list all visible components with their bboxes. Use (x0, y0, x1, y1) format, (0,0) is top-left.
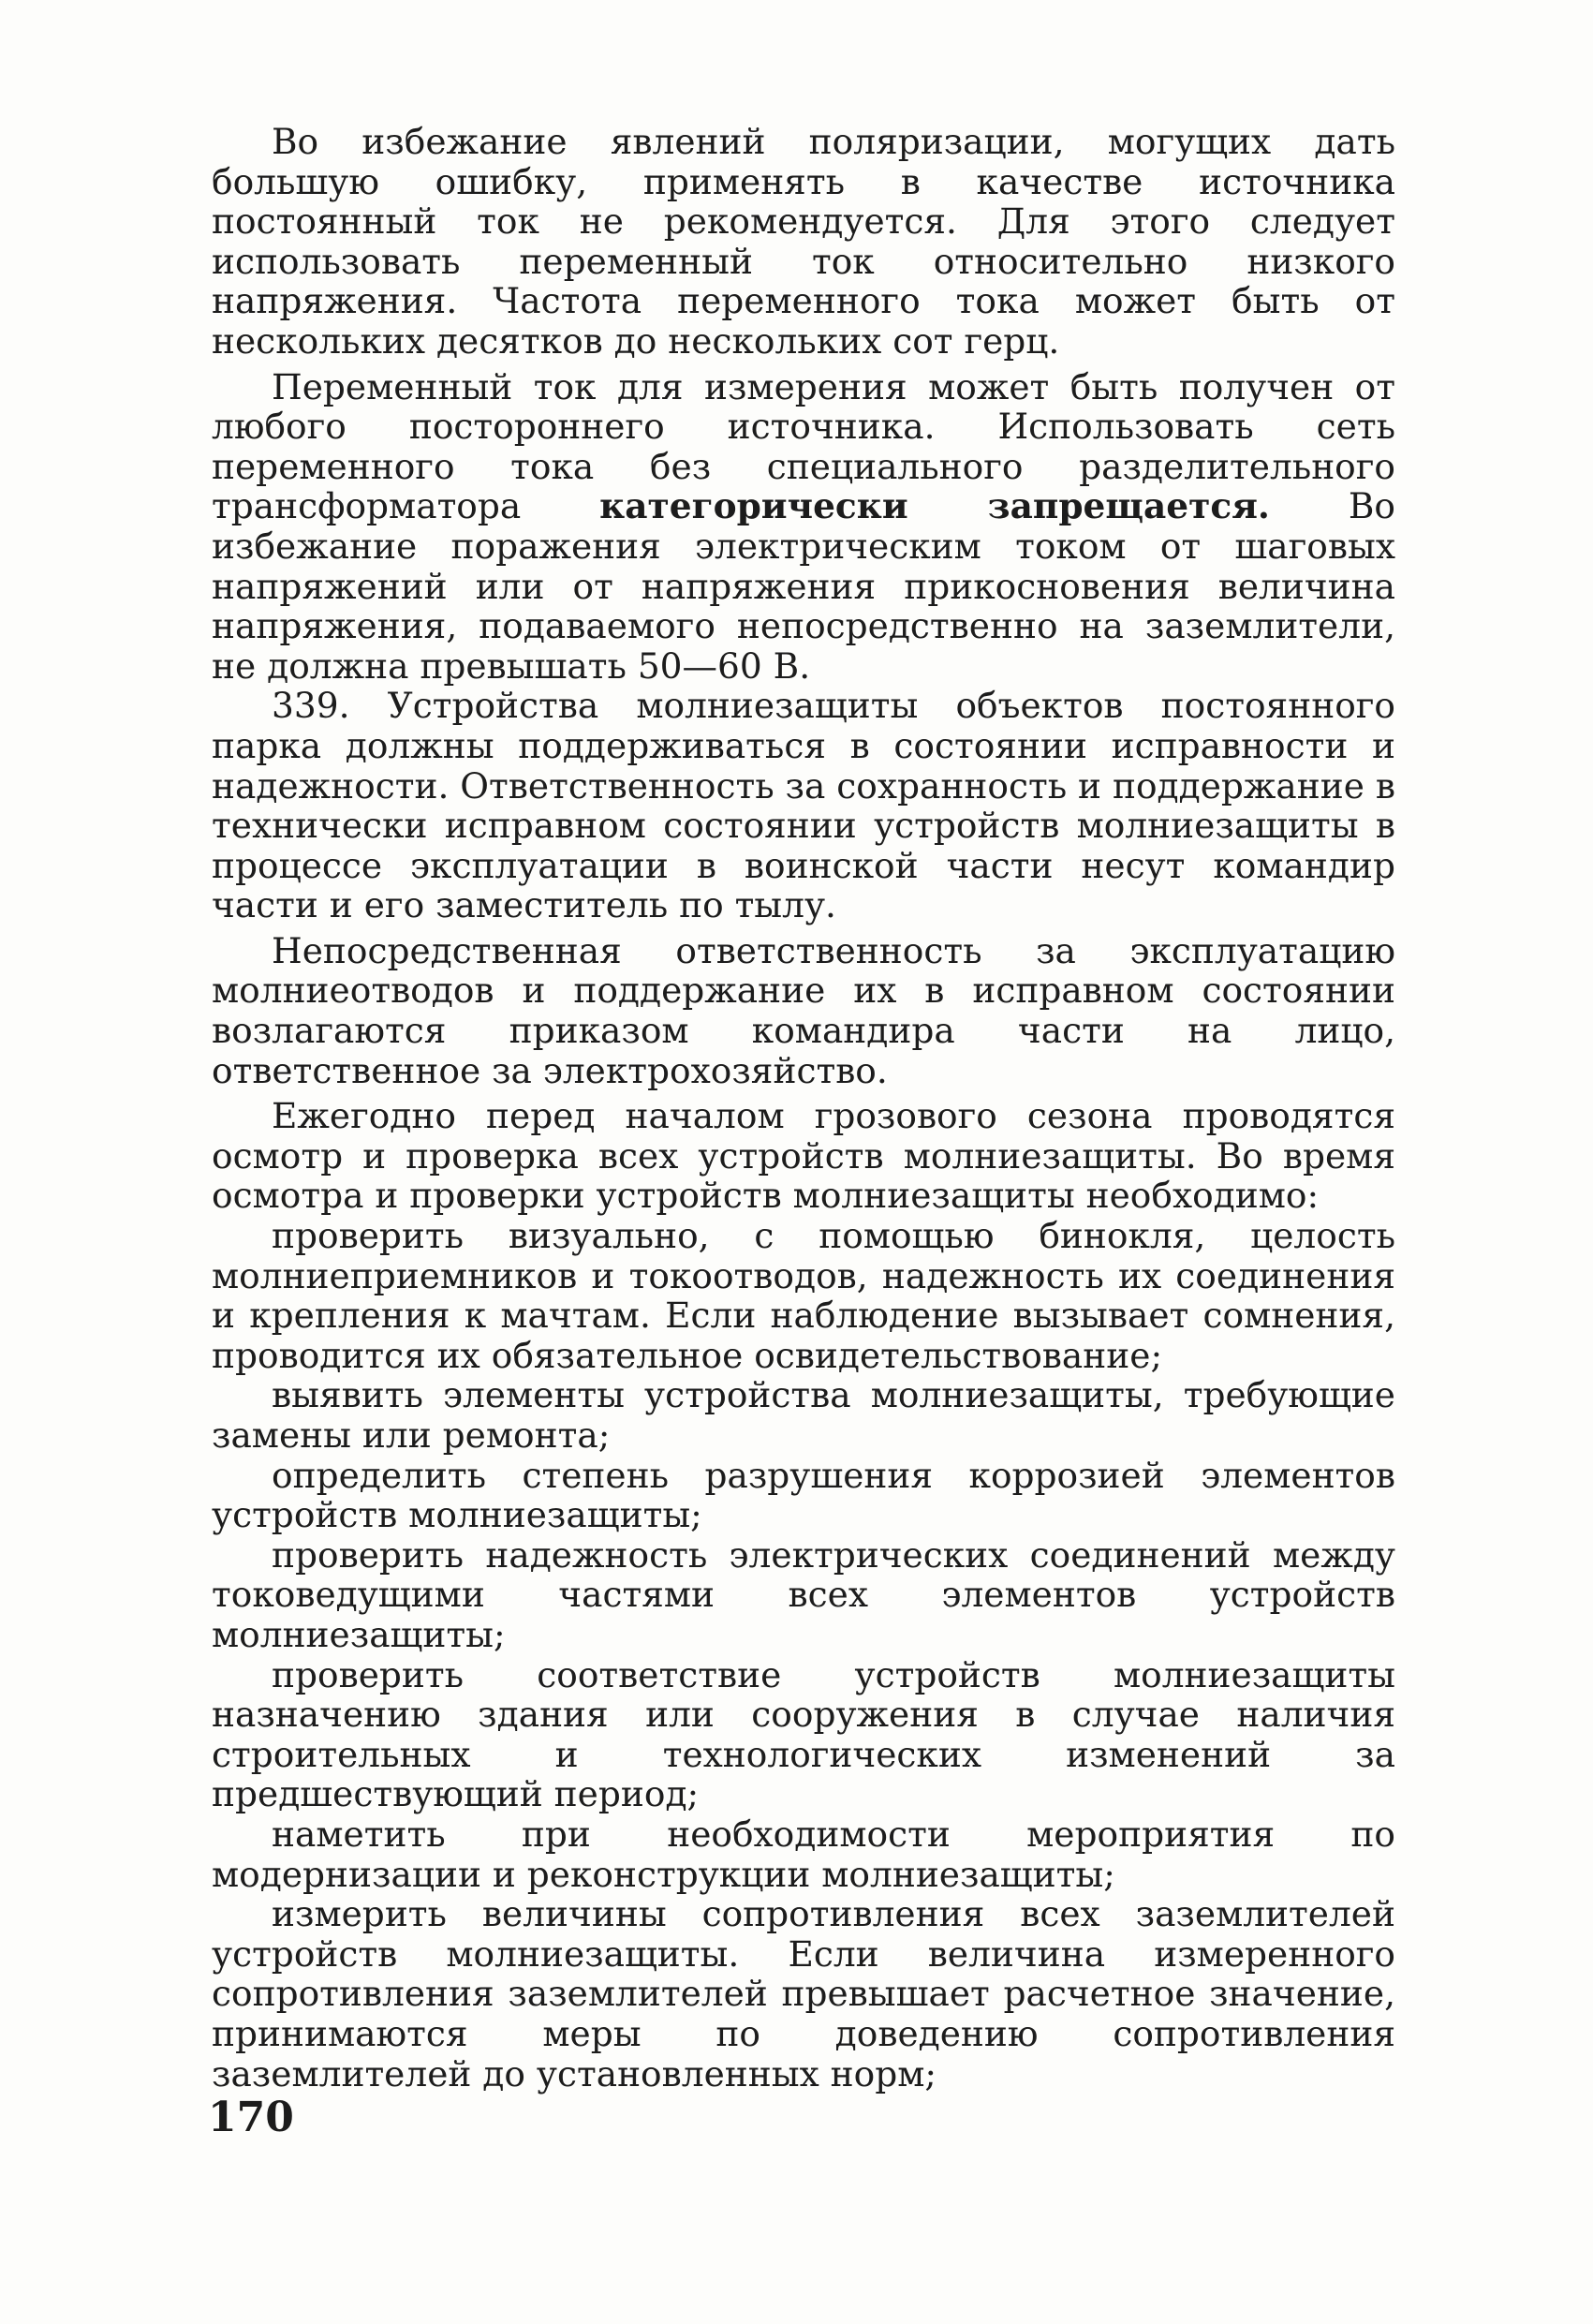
list-item-corrosion: определить степень разрушения коррозией элементов устройств молниезащиты; (212, 1454, 1395, 1536)
list-item-identify-elements: выявить элементы устройства молниезащиты, требующие замены или ремонта; (212, 1374, 1395, 1456)
ac-source-text-after: Во избежание поражения электрическим током от шаговых напряжений или от напряжения прикосновения величина напряжения, подаваемого непосредственно на заземлители, не должна превышать 50—60 В. (212, 485, 1395, 687)
body-text (212, 122, 1395, 2094)
ac-source-bold-warning: категорически запрещается. (599, 485, 1270, 527)
paragraph-ac-source (212, 367, 1395, 687)
paragraph-polarization: Во избежание явлений поляризации, могущих дать большую ошибку, применять в качестве источника постоянный ток не рекомендуется. Для этого следует использовать переменный ток относительно низкого напряжения. Частота переменного тока может быть от нескольких десятков до нескольких сот герц. (212, 121, 1395, 362)
ac-source-text-before: Переменный ток для измерения может быть получен от любого постороннего источника. Использовать сеть переменного тока без специального разделительного трансформатора (212, 365, 1395, 527)
list-item-visual-check: проверить визуально, с помощью бинокля, целость молниеприемников и токоотводов, надежность их соединения и крепления к мачтам. Если наблюдение вызывает сомнения, проводится их обязательное освидетельствование; (212, 1215, 1395, 1376)
paragraph-annual-inspection: Ежегодно перед началом грозового сезона проводятся осмотр и проверка всех устройств молниезащиты. Во время осмотра и проверки устройств молниезащиты необходимо: (212, 1095, 1395, 1217)
list-item-modernization: наметить при необходимости мероприятия по модернизации и реконструкции молниезащиты; (212, 1813, 1395, 1895)
list-item-grounding-resistance: измерить величины сопротивления всех заземлителей устройств молниезащиты. Если величина измеренного сопротивления заземлителей превышает расчетное значение, принимаются меры по доведению сопротивления заземлителей до установленных норм; (212, 1893, 1395, 2095)
list-item-compliance: проверить соответствие устройств молниезащиты назначению здания или сооружения в случае наличия строительных и технологических изменений за предшествующий период; (212, 1653, 1395, 1815)
page-number: 170 (208, 2094, 294, 2141)
list-item-connections: проверить надежность электрических соединений между токоведущими частями всех элементов устройств молниезащиты; (212, 1533, 1395, 1655)
paragraph-responsibility: Непосредственная ответственность за эксплуатацию молниеотводов и поддержание их в исправном состоянии возлагаются приказом командира части на лицо, ответственное за электрохозяйство. (212, 929, 1395, 1091)
paragraph-339: 339. Устройства молниезащиты объектов постоянного парка должны поддерживаться в состоянии исправности и надежности. Ответственность за сохранность и поддержание в технически исправном состоянии устройств молниезащиты в процессе эксплуатации в воинской части несут командир части и его заместитель по тылу. (212, 685, 1395, 926)
